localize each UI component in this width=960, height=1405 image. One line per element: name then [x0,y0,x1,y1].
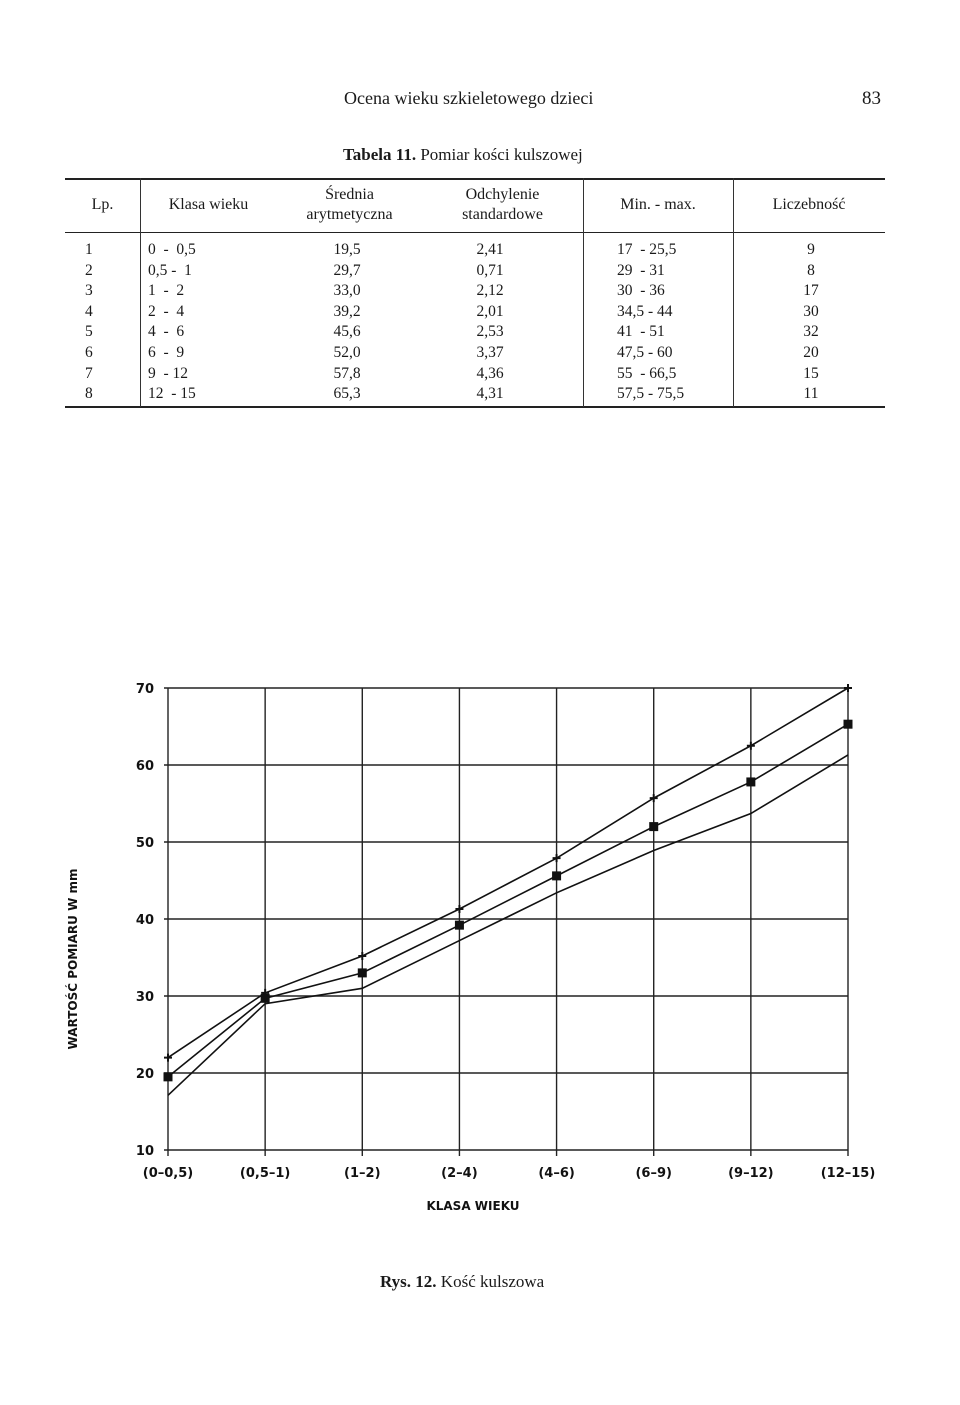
header-lp: Lp. [91,196,114,213]
point-marker-cross [844,684,852,692]
header-odchylenie: Odchylenie standardowe [462,186,543,223]
point-marker-cross [650,794,658,802]
line-chart [60,660,900,1230]
cell-lp: 5 [85,323,93,341]
cell-n: 11 [803,385,819,403]
cell-klasa: 12 - 15 [148,385,196,403]
point-marker-cross [747,742,755,750]
cell-odchylenie: 4,36 [476,364,504,382]
point-marker-square [455,921,464,930]
cell-srednia: 52,0 [333,344,361,361]
cell-n: 32 [803,323,819,341]
cell-odchylenie: 2,53 [476,323,504,341]
x-tick-label: (6–9) [635,1166,672,1181]
cell-minmax: 55 - 66,5 [617,364,677,382]
x-tick-label: (1–2) [344,1166,381,1181]
cell-odchylenie: 2,12 [476,282,504,300]
y-tick-label: 50 [135,836,154,851]
cell-minmax: 57,5 - 75,5 [617,385,685,403]
cell-minmax: 29 - 31 [617,261,665,279]
x-tick-label: (12–15) [820,1166,876,1181]
cell-klasa: 9 - 12 [148,364,189,382]
point-marker-square [844,720,853,729]
cell-srednia: 39,2 [333,302,361,320]
header-min-max: Min. - max. [620,196,696,213]
cell-srednia: 29,7 [333,261,361,279]
x-axis-label: KLASA WIEKU [426,1199,520,1213]
y-tick-label: 40 [135,913,154,928]
point-marker-square [358,968,367,977]
running-head [0,88,960,112]
cell-minmax: 17 - 25,5 [617,241,677,258]
header-srednia: Średnia arytmetyczna [306,186,393,223]
header-liczebnosc: Liczebność [772,196,846,213]
cell-n: 20 [803,344,819,361]
cell-odchylenie: 2,41 [476,241,504,258]
point-marker-cross [455,905,463,913]
chart-svg [60,660,900,1230]
cell-klasa: 0,5 - 1 [148,261,192,279]
cell-n: 9 [807,241,815,258]
header-klasa-wieku: Klasa wieku [168,196,249,213]
point-marker-square [649,822,658,831]
y-tick-label: 60 [135,759,154,774]
cell-lp: 8 [85,385,93,403]
x-tick-label: (0–0,5) [142,1166,194,1181]
y-tick-label: 20 [135,1067,154,1082]
y-tick-label: 30 [135,990,154,1005]
cell-srednia: 19,5 [333,241,361,258]
x-tick-label: (0,5–1) [239,1166,291,1181]
cell-minmax: 34,5 - 44 [617,302,673,320]
page-number: 83 [862,88,881,109]
cell-n: 15 [803,364,819,382]
cell-odchylenie: 4,31 [476,385,504,403]
cell-klasa: 0 - 0,5 [148,241,196,258]
cell-n: 8 [807,261,815,279]
cell-n: 17 [803,282,819,300]
series-line-lower [168,755,848,1095]
x-tick-label: (4–6) [538,1166,575,1181]
cell-n: 30 [803,302,819,320]
cell-minmax: 41 - 51 [617,323,665,341]
point-marker-square [261,994,270,1003]
cell-srednia: 45,6 [333,323,361,341]
cell-klasa: 6 - 9 [148,344,185,361]
point-marker-cross [553,854,561,862]
figure-caption [380,1272,544,1292]
cell-minmax: 30 - 36 [617,282,665,300]
measurement-table [65,178,885,408]
cell-srednia: 33,0 [333,282,361,300]
point-marker-square [746,777,755,786]
cell-odchylenie: 2,01 [476,302,504,320]
figure-caption-text: Kość kulszowa [440,1272,545,1291]
table-header-rule [65,232,885,233]
y-tick-label: 70 [135,682,154,697]
cell-klasa: 1 - 2 [148,282,185,300]
cell-odchylenie: 3,37 [476,344,504,361]
cell-lp: 6 [85,344,93,361]
point-marker-square [164,1072,173,1081]
cell-lp: 3 [85,282,93,300]
cell-klasa: 2 - 4 [148,302,185,320]
table-bottom-rule [65,406,885,408]
table-caption-text: Pomiar kości kulszowej [420,145,583,164]
table-caption-label: Tabela 11. [343,145,417,164]
point-marker-cross [358,952,366,960]
cell-odchylenie: 0,71 [476,261,504,279]
y-tick-label: 10 [135,1144,154,1159]
cell-lp: 1 [85,241,93,258]
table-caption [343,145,583,165]
point-marker-square [552,871,561,880]
cell-lp: 4 [85,302,93,320]
cell-minmax: 47,5 - 60 [617,344,673,361]
figure-caption-label: Rys. 12. [380,1272,437,1291]
y-axis-label: WARTOŚĆ POMIARU W mm [66,868,80,1050]
series-line-mean [168,724,848,1077]
x-tick-label: (2–4) [441,1166,478,1181]
running-title: Ocena wieku szkieletowego dzieci [344,88,594,108]
cell-lp: 7 [85,364,93,382]
cell-lp: 2 [85,261,93,279]
x-tick-label: (9–12) [728,1166,774,1181]
cell-srednia: 65,3 [333,385,361,403]
cell-srednia: 57,8 [333,364,361,382]
cell-klasa: 4 - 6 [148,323,185,341]
